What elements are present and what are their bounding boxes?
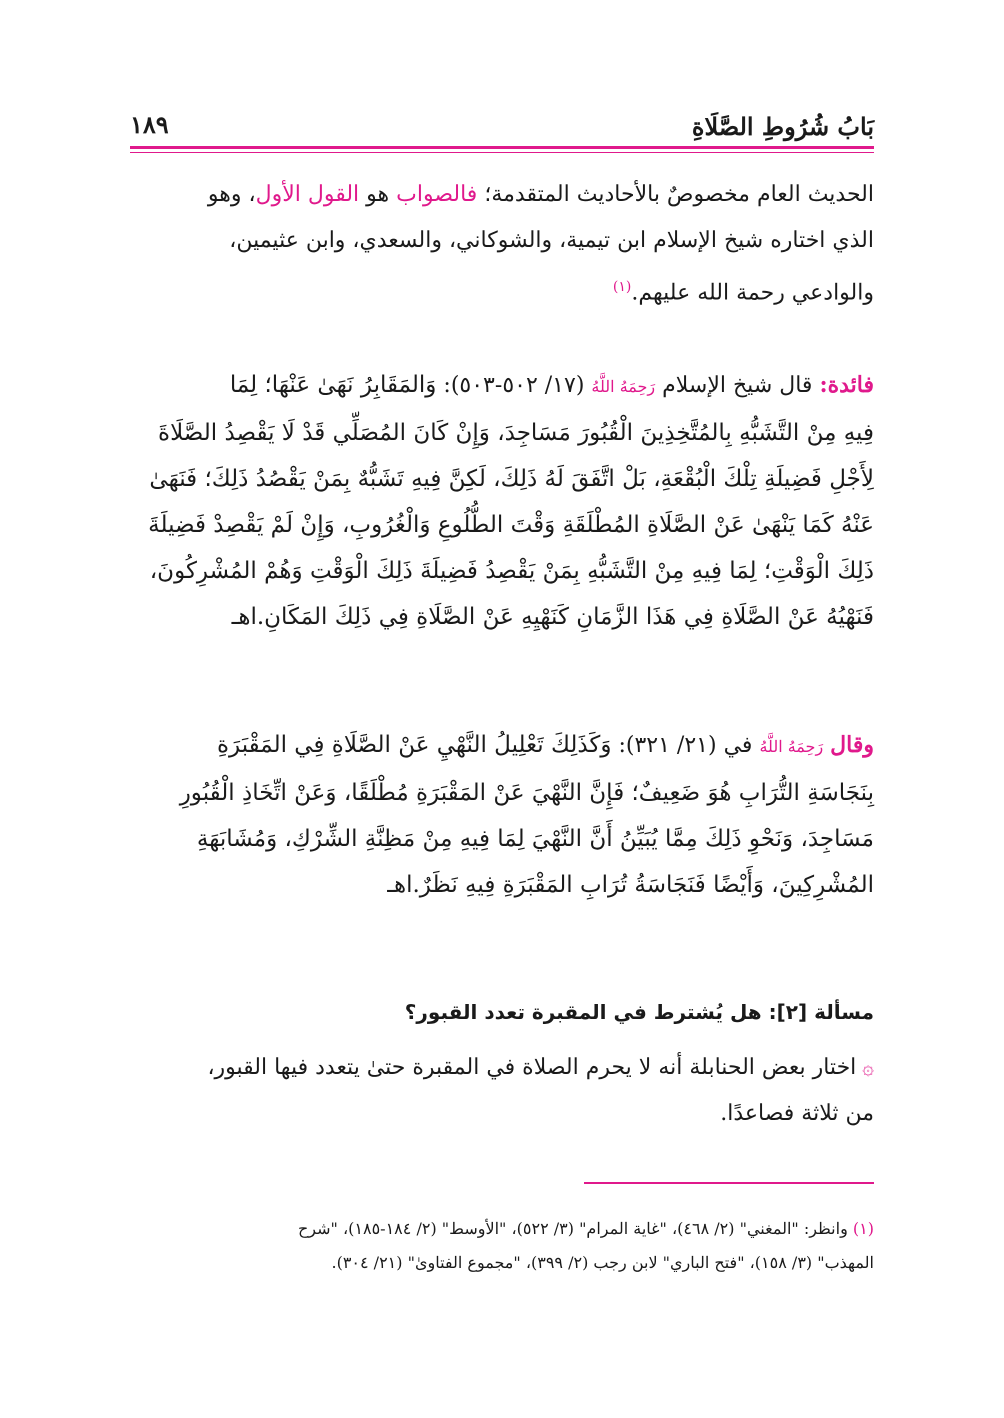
honorific: رَحِمَهُ اللَّهُ — [759, 737, 824, 756]
said-label: وقال — [830, 732, 874, 758]
quote-line: لِأَجْلِ فَضِيلَةِ تِلْكَ الْبُقْعَةِ، بَلْ اتَّفَقَ لَهُ ذَلِكَ، لَكِنَّ فِيهِ تَشَبُّهٌ بِمَنْ يَقْصُدُ ذَلِكَ؛ فَنَهَىٰ — [149, 466, 874, 492]
quote-line: فَنَهْيُهُ عَنْ الصَّلَاةِ فِي هَذَا الزَّمَانِ كَنَهْيِهِ عَنْ الصَّلَاةِ فِي ذَلِكَ المَكَانِ.اهـ — [231, 604, 874, 630]
benefit-label: فائدة: — [819, 372, 874, 398]
quote-line: المُشْرِكِينَ، وَأَيْضًا فَنَجَاسَةُ تُرَابِ المَقْبَرَةِ فِيهِ نَظَرٌ.اهـ — [387, 872, 874, 898]
page-number: ١٨٩ — [130, 110, 169, 139]
text-line — [134, 1044, 874, 1091]
footnote-line: المهذب" (٣/ ١٥٨)، "فتح الباري" لابن رجب (٢/ ٣٩٩)، "مجموع الفتاوىٰ" (٢١/ ٣٠٤). — [331, 1253, 874, 1272]
quote-line: فِيهِ مِنْ التَّشَبُّهِ بِالمُتَّخِذِينَ الْقُبُورَ مَسَاجِدَ، وَإِنْ كَانَ المُصَلِّي قَدْ لَا يَقْصِدُ الصَّلَاةَ — [158, 420, 874, 446]
footnote-ref[interactable]: (١) — [612, 279, 632, 295]
footnote-line — [134, 1212, 874, 1246]
footnote-number: (١) — [852, 1219, 874, 1238]
text-run: هو — [366, 182, 390, 207]
bullet-icon: ۞ — [862, 1055, 874, 1079]
paragraph-opinion — [134, 1044, 874, 1137]
quote-line: عَنْهُ كَمَا يَنْهَىٰ عَنْ الصَّلَاةِ المُطْلَقَةِ وَقْتَ الطُّلُوعِ وَالْغُرُوبِ، وَإِنْ لَمْ يَقْصِدْ فَضِيلَةَ — [148, 512, 874, 538]
text-line: الذي اختاره شيخ الإسلام ابن تيمية، والشوكاني، والسعدي، وابن عثيمين، — [229, 228, 874, 253]
footnotes — [134, 1212, 874, 1280]
text-run: في — [723, 733, 753, 758]
text-run: اختار بعض الحنابلة أنه لا يحرم الصلاة في المقبرة حتىٰ يتعدد فيها القبور، — [207, 1055, 857, 1080]
footnote-separator — [584, 1182, 874, 1184]
citation-ref: (٢١/ ٣٢١): — [618, 733, 717, 758]
text-run: قال شيخ الإسلام — [662, 373, 813, 398]
chapter-title: بَابُ شُرُوطِ الصَّلَاةِ — [691, 112, 874, 141]
text-line: من ثلاثة فصاعدًا. — [720, 1101, 874, 1126]
issue-heading: مسألة [٢]: هل يُشترط في المقبرة تعدد القبور؟ — [404, 1000, 874, 1024]
quote-line: ذَلِكَ الْوَقْتِ؛ لِمَا فِيهِ مِنْ التَّشَبُّهِ بِمَنْ يَقْصِدُ فَضِيلَةَ ذَلِكَ الْوَقْتِ وَهُمْ المُشْرِكُونَ، — [149, 558, 874, 584]
quote-run: وَالمَقَابِرُ نَهَىٰ عَنْهَا؛ لِمَا — [229, 372, 437, 398]
footnote-text: وانظر: "المغني" (٢/ ٤٦٨)، "غاية المرام" (٣/ ٥٢٢)، "الأوسط" (٢/ ١٨٤-١٨٥)، "شرح — [297, 1219, 848, 1238]
quote-line: بِنَجَاسَةِ التُّرَابِ هُوَ ضَعِيفٌ؛ فَإِنَّ النَّهْيَ عَنْ المَقْبَرَةِ مُطْلَقًا، وَعَنْ اتِّخَاذِ الْقُبُورِ — [179, 780, 874, 806]
text-line — [134, 172, 874, 218]
text-run: الحديث العام مخصوصٌ بالأحاديث المتقدمة؛ — [484, 182, 874, 207]
text-line — [134, 722, 874, 770]
paragraph-benefit — [134, 362, 874, 640]
highlight-first-opinion: القول الأول — [255, 182, 360, 207]
highlight-correct: فالصواب — [396, 182, 478, 207]
quote-run: وَكَذَلِكَ تَعْلِيلُ النَّهْيِ عَنْ الصَّلَاةِ فِي المَقْبَرَةِ — [216, 732, 612, 758]
quote-line: مَسَاجِدَ، وَنَحْوِ ذَلِكَ مِمَّا يُبَيِّنُ أَنَّ النَّهْيَ لِمَا فِيهِ مِنْ مَظِنَّةِ الشِّرْكِ، وَمُشَابَهَةِ — [196, 826, 874, 852]
paragraph-second-quote — [134, 722, 874, 908]
honorific: رَحِمَهُ اللَّهُ — [591, 377, 656, 396]
text-run: ، وهو — [207, 182, 256, 207]
text-line — [134, 264, 874, 316]
text-line — [134, 362, 874, 410]
paragraph-conclusion — [134, 172, 874, 316]
citation-ref: (١٧/ ٥٠٢-٥٠٣): — [443, 373, 585, 398]
text-run: والوادعي رحمة الله عليهم. — [631, 280, 874, 306]
page-header — [130, 108, 874, 148]
header-rule-thick — [130, 146, 874, 149]
header-rule-thin — [130, 152, 874, 153]
